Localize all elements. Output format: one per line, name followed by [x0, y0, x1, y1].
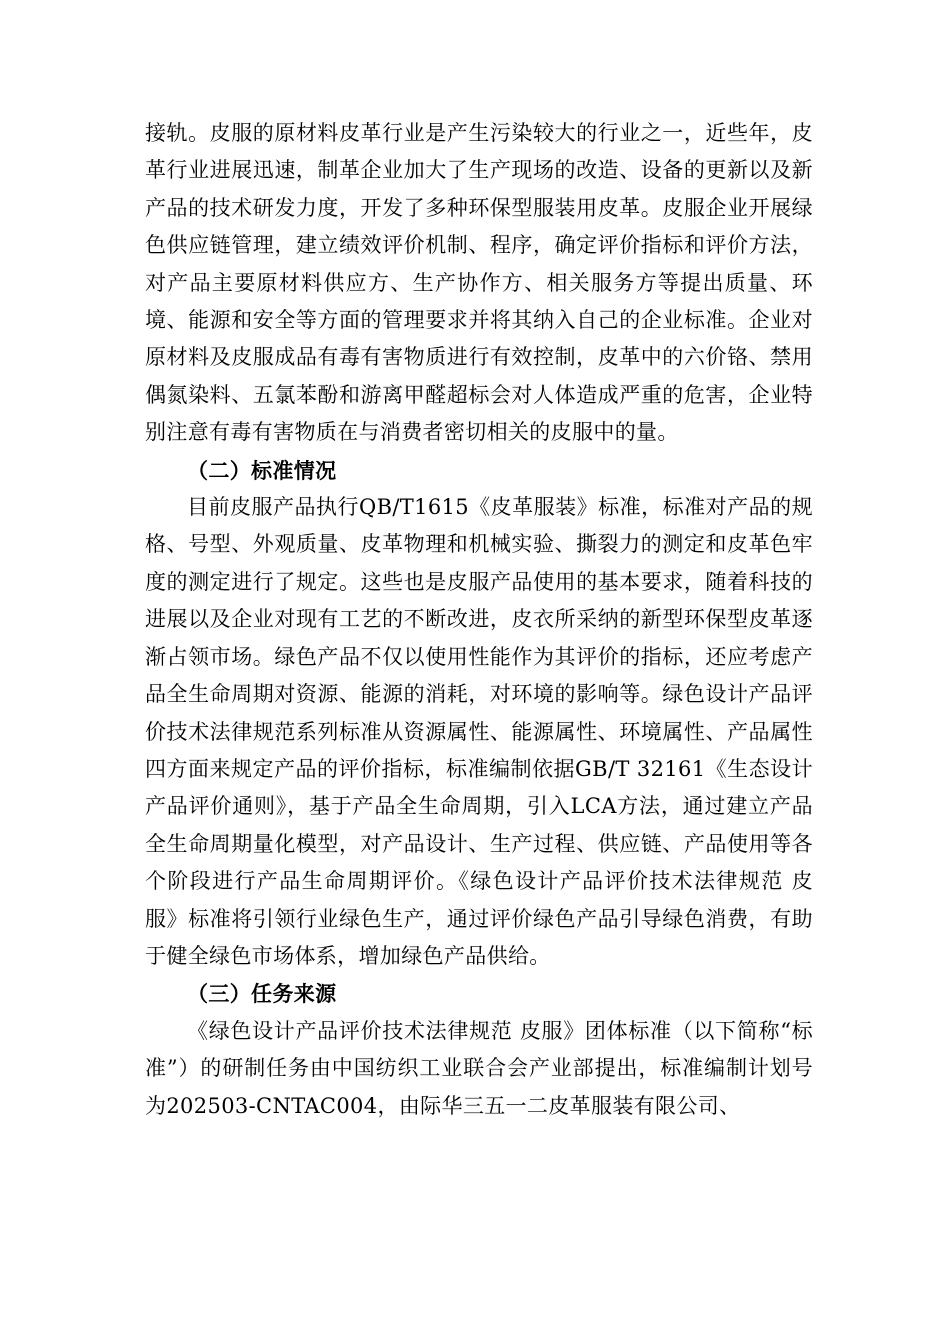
body-paragraph: 《绿色设计产品评价技术法律规范 皮服》团体标准（以下简称“标准”）的研制任务由中国纺织工业联合会产业部提出，标准编制计划号为202503-CNTAC004，由际华三五一二皮革服装有限公司、 — [145, 1018, 813, 1118]
body-paragraph: 接轨。皮服的原材料皮革行业是产生污染较大的行业之一，近些年，皮革行业进展迅速，制革企业加大了生产现场的改造、设备的更新以及新产品的技术研发力度，开发了多种环保型服装用皮革。皮服企业开展绿色供应链管理，建立绩效评价机制、程序，确定评价指标和评价方法，对产品主要原材料供应方、生产协作方、相关服务方等提出质量、环境、能源和安全等方面的管理要求并将其纳入自己的企业标准。企业对原材料及皮服成品有毒有害物质进行有效控制，皮革中的六价铬、禁用偶氮染料、五氯苯酚和游离甲醛超标会对人体造成严重的危害，企业特别注意有毒有害物质在与消费者密切相关的皮服中的量。 — [145, 121, 813, 445]
section-heading-standard-status: （二）标准情况 — [187, 457, 337, 483]
document-body — [145, 115, 813, 1125]
body-paragraph: 目前皮服产品执行QB/T1615《皮革服装》标准，标准对产品的规格、号型、外观质量、皮革物理和机械实验、撕裂力的测定和皮革色牢度的测定进行了规定。这些也是皮服产品使用的基本要求，随着科技的进展以及企业对现有工艺的不断改进，皮衣所采纳的新型环保型皮革逐渐占领市场。绿色产品不仅以使用性能作为其评价的指标，还应考虑产品全生命周期对资源、能源的消耗，对环境的影响等。绿色设计产品评价技术法律规范系列标准从资源属性、能源属性、环境属性、产品属性四方面来规定产品的评价指标，标准编制依据GB/T 32161《生态设计产品评价通则》，基于产品全生命周期，引入LCA方法，通过建立产品全生命周期量化模型，对产品设计、生产过程、供应链、产品使用等各个阶段进行产品生命周期评价。《绿色设计产品评价技术法律规范 皮服》标准将引领行业绿色生产，通过评价绿色产品引导绿色消费，有助于健全绿色市场体系，增加绿色产品供给。 — [145, 495, 813, 968]
section-heading-task-source: （三）任务来源 — [187, 981, 337, 1007]
